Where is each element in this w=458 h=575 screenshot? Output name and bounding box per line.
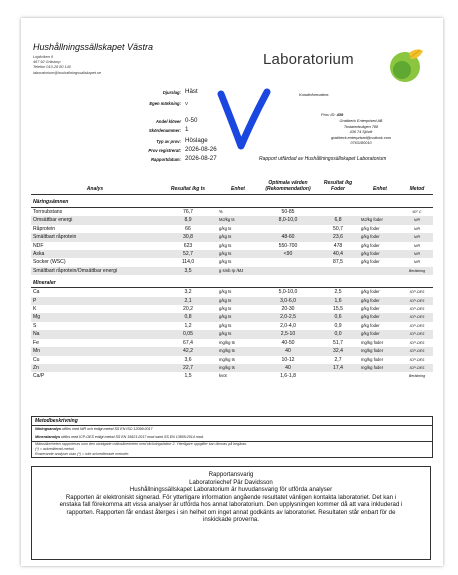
table-row	[31, 297, 433, 305]
table-cell: 0,0	[317, 330, 359, 338]
table-cell: 2,1	[159, 297, 217, 305]
customer-line: grattbeck.enterprised@outlook.com	[331, 135, 391, 140]
table-cell: 48-60	[259, 233, 317, 241]
table-cell: g smb rp /MJ	[217, 267, 259, 275]
table-cell: NDF	[33, 242, 44, 249]
table-cell: Beräkning	[401, 267, 433, 275]
table-cell: 40-50	[281, 339, 295, 346]
table-cell: kvot	[219, 373, 227, 379]
table-row	[31, 208, 433, 217]
table-cell: Mn	[31, 347, 159, 355]
table-cell: g/kg ts	[219, 306, 232, 312]
table-cell: 10-12	[281, 356, 295, 363]
table-cell: 17,4	[317, 364, 359, 372]
customer-info	[321, 119, 401, 147]
table-cell: Na	[31, 330, 159, 338]
table-cell: 3,6	[184, 356, 192, 363]
table-cell: mg/kg ts	[219, 356, 235, 362]
table-cell: 51,7	[333, 339, 343, 346]
table-cell: NIR	[413, 260, 421, 265]
table-cell: Ca/P	[33, 373, 45, 380]
section-naring: Näringsämnen	[31, 195, 433, 208]
table-cell: 15,5	[333, 306, 343, 313]
table-cell: 3,2	[184, 289, 192, 296]
table-cell: S	[33, 322, 37, 329]
table-cell: 0,6	[317, 313, 359, 321]
method-nir: Näringsanalys utförs med NIR och enligt metod SS EN ISO 12099:2017	[35, 427, 153, 431]
table-cell	[359, 208, 401, 217]
table-cell: 20,2	[183, 306, 193, 313]
table-cell: 30,8	[159, 233, 217, 241]
col-optimala: Optimala värden (Rekommendation)	[259, 166, 317, 195]
table-row	[31, 372, 433, 380]
table-cell: g/kg ts	[217, 330, 259, 338]
table-row	[31, 339, 433, 347]
table-row	[31, 364, 433, 372]
table-cell: g/kg ts	[217, 233, 259, 241]
table-cell: 1,2	[184, 322, 192, 329]
table-cell: g/kg foder	[359, 250, 401, 258]
method-note: Mätosäkerheten rapporteras som den utvidgade mätosäkerheten med täckningsfaktor 2. Ytterligare uppgifter kan lämnas på begäran.	[35, 442, 248, 446]
sample-mark-v	[215, 88, 275, 152]
table-cell: mg/kg foder	[361, 356, 384, 362]
table-cell: NIR	[413, 243, 421, 248]
meta-djurslag: Djurslag: Häst	[162, 88, 198, 95]
table-cell: 32,4	[317, 347, 359, 355]
meta-skordenummer: Skördenummer: 1	[148, 126, 189, 133]
table-cell: Omsättbar energi	[31, 216, 159, 224]
customer-line: 0763180010	[350, 141, 372, 145]
table-cell: g/kg foder	[361, 322, 380, 328]
logo-text: Laboratorium	[263, 51, 354, 68]
company-name: Hushållningssällskapet Västra	[33, 42, 154, 52]
col-resultat-ts: Resultat /kg ts	[159, 166, 217, 195]
table-row	[31, 242, 433, 250]
table-cell	[317, 372, 359, 380]
customer-info-header: Kundinformation:	[299, 92, 330, 97]
table-cell: 550-700	[278, 242, 298, 249]
address-line: Lojdiviken 6	[33, 55, 54, 59]
table-header-row	[31, 166, 433, 195]
table-cell: 0,9	[334, 322, 342, 329]
table-cell: 50,7	[333, 225, 343, 232]
table-cell: g/kg foder	[361, 242, 380, 248]
table-cell: 2,7	[334, 356, 342, 363]
section-mineraler: Mineraler	[31, 275, 433, 288]
table-cell: NIR	[413, 226, 421, 231]
table-cell: Fe	[33, 339, 39, 346]
table-row	[31, 322, 433, 330]
responsible-line: Rapporten är elektroniskt signerad. För ytterligare information angående resultatet vänligen kontakta laboratoriet. Det kan i	[65, 493, 397, 501]
table-cell: mg/kg foder	[361, 339, 384, 345]
table-cell: ICP-OES	[401, 364, 433, 372]
table-cell: 2,0-4,0	[280, 322, 296, 329]
table-cell: MJ/kg foder	[359, 216, 401, 224]
table-row	[31, 347, 433, 355]
table-cell: g/kg foder	[359, 330, 401, 338]
table-cell: g/kg ts	[217, 313, 259, 321]
table-cell: Ca	[33, 289, 40, 296]
table-cell: NIR	[401, 233, 433, 241]
table-cell: MJ/kg ts	[217, 216, 259, 224]
table-row	[31, 233, 433, 241]
table-cell: 8,9	[159, 216, 217, 224]
table-cell: ICP-OES	[401, 297, 433, 305]
customer-line: Tostaredsvägen 788	[343, 124, 379, 129]
table-row	[31, 225, 433, 233]
table-cell: 40,4	[317, 250, 359, 258]
table-cell: g/kg foder	[361, 306, 380, 312]
company-address	[33, 55, 101, 76]
col-enhet-foder: Enhet	[359, 166, 401, 195]
table-cell: 40	[259, 347, 317, 355]
table-cell	[259, 225, 317, 233]
table-cell: g/kg foder	[361, 225, 380, 231]
table-cell: g/kg foder	[359, 297, 401, 305]
table-cell: 1,5	[184, 373, 192, 380]
meta-typ-av-prov: Typ av prov: Höslage	[156, 137, 208, 144]
table-cell: mg/kg ts	[219, 339, 235, 345]
method-note: (*) = ackrediterad metod.	[35, 447, 75, 451]
table-row	[31, 330, 433, 338]
prov-id: Prov ID: 439	[321, 112, 344, 117]
table-cell: mg/kg foder	[359, 364, 401, 372]
table-cell: ICP-OES	[401, 330, 433, 338]
table-cell	[259, 267, 317, 275]
table-cell: g/kg foder	[359, 233, 401, 241]
table-row	[31, 258, 433, 266]
table-cell: Råprotein	[33, 225, 56, 232]
col-resultat-foder: Resultat /kg Foder	[317, 166, 359, 195]
table-cell: Smältbart råprotein/Omsättbar energi	[31, 267, 159, 275]
responsible-line: Hushållningssällskapet Laboratorium är huvudansvarig för utförda analyser	[129, 486, 333, 493]
table-cell: 76,7	[183, 209, 193, 215]
col-metod: Metod	[401, 166, 433, 195]
leaf-logo-icon	[387, 45, 427, 85]
table-cell: g/kg ts	[217, 250, 259, 258]
responsible-line: rapporten. Rapporten får endast återges i sin helhet om inget annat godkänts av laboratoriet. Resultaten står enbart för de	[66, 508, 396, 516]
method-mineral: Mineralanalys utförs med ICP-OES enligt metod SS EN 15621:2017 mod samt SS EN 13805:2014 mod.	[32, 434, 432, 443]
customer-line: Grattbeck Enterprised AB	[339, 119, 383, 123]
table-cell: ICP-OES	[409, 357, 425, 362]
col-enhet: Enhet	[217, 166, 259, 195]
table-cell: 23,6	[317, 233, 359, 241]
table-cell	[317, 208, 359, 217]
table-cell: g/kg ts	[219, 322, 232, 328]
table-cell: Mg	[31, 313, 159, 321]
table-cell: ICP-OES	[409, 340, 425, 345]
responsible-line: Laboratoriechef Pär Davidsson	[189, 478, 273, 486]
table-cell: 20-30	[281, 306, 295, 313]
table-row	[31, 250, 433, 258]
table-cell: 0,8	[159, 313, 217, 321]
meta-andel-klover: Andel klöver 0-50	[155, 117, 198, 124]
table-cell: Aska	[31, 250, 159, 258]
table-cell: 1,6-1,8	[280, 373, 296, 380]
table-cell: 8,0-10,0	[259, 216, 317, 224]
table-row	[31, 305, 433, 313]
table-cell: Zn	[31, 364, 159, 372]
table-cell: K	[33, 306, 37, 313]
report-page	[21, 18, 443, 566]
table-cell: mg/kg foder	[359, 347, 401, 355]
table-cell: Beräkning	[408, 374, 426, 379]
table-cell: Socker (WSC)	[33, 259, 66, 266]
responsible-line: enstaka fall förekomma att vissa analyser är utförda hos annat laboratorium. Den upplysningen kommer då att vara inkluderad i	[59, 501, 403, 508]
table-cell: 2,5-10	[259, 330, 317, 338]
address-line: laboratorium@hushallningssallskapet.se	[33, 70, 102, 75]
table-cell: 1,6	[317, 297, 359, 305]
table-cell: g/kg ts	[217, 297, 259, 305]
table-cell: mg/kg ts	[217, 347, 259, 355]
meta-prov-registrerat: Prov registrerat: 2026-08-26	[148, 146, 217, 153]
customer-line: 436 74 Sjövik	[349, 130, 373, 134]
table-cell: 5,0-10,0	[278, 289, 298, 296]
table-cell: ICP-OES	[409, 323, 425, 328]
table-row	[31, 356, 433, 364]
table-cell: 50-85	[281, 209, 295, 215]
table-cell: g/kg ts	[219, 242, 232, 248]
table-cell: 42,2	[159, 347, 217, 355]
results-table	[31, 166, 433, 381]
table-cell: 87,5	[333, 259, 343, 266]
responsible-line: Rapportansvarig	[208, 471, 254, 478]
table-cell	[359, 372, 401, 380]
table-cell: 6,8	[317, 216, 359, 224]
table-cell: NIR	[401, 250, 433, 258]
table-cell: ICP-OES	[409, 307, 425, 312]
table-row	[31, 288, 433, 297]
table-cell: g/kg foder	[361, 259, 380, 265]
table-cell: 40	[259, 364, 317, 372]
table-cell: g/kg foder	[361, 289, 380, 295]
table-cell: 3,5	[159, 267, 217, 275]
address-line: 467 92 Grästorp	[33, 60, 61, 65]
responsible-line: inskickade proverna.	[203, 516, 259, 523]
table-cell: NIR	[401, 216, 433, 224]
table-cell: 22,7	[159, 364, 217, 372]
table-cell: 478	[333, 242, 343, 249]
table-cell: mg/kg ts	[217, 364, 259, 372]
table-cell: 2,0-2,5	[259, 313, 317, 321]
table-cell: Smältbart råprotein	[31, 233, 159, 241]
table-cell: Cu	[33, 356, 40, 363]
table-cell: ICP-OES	[401, 313, 433, 321]
table-cell: 2,5	[334, 289, 342, 296]
report-issued-note: Rapport utfärdad av Hushållningssällskapet Laboratorium	[259, 156, 387, 162]
table-cell: g/kg ts	[219, 289, 232, 295]
table-cell: g/kg foder	[359, 313, 401, 321]
table-cell: Torrsubstans	[33, 209, 63, 215]
address-line: Telefon 010-28 80 140	[33, 65, 71, 70]
table-cell: 66	[185, 225, 191, 232]
table-cell: 3,0-6,0	[259, 297, 317, 305]
table-cell	[259, 258, 317, 266]
table-cell: ICP-OES	[401, 347, 433, 355]
table-cell: P	[31, 297, 159, 305]
table-row	[31, 313, 433, 321]
prov-id-value: 439	[336, 112, 344, 117]
col-analys: Analys	[31, 166, 159, 195]
method-note: Rosterande analyser utan (*) = icke ackrediterade metoder.	[35, 452, 130, 456]
table-cell: 114,0	[181, 259, 195, 266]
table-cell	[317, 267, 359, 275]
table-cell: %	[219, 209, 223, 214]
table-cell: ICP-OES	[409, 290, 425, 295]
laboratorium-logo	[263, 45, 431, 85]
table-row	[31, 216, 433, 224]
meta-rapportdatum: Rapportdatum: 2026-08-27	[150, 155, 217, 162]
meta-egen-markning: Egen märkning: V	[149, 101, 189, 106]
table-cell: 67,4	[183, 339, 193, 346]
table-cell: <90	[259, 250, 317, 258]
responsible-box	[31, 466, 431, 560]
table-cell: g/kg ts	[219, 225, 232, 231]
table-cell: g/kg ts	[219, 259, 232, 265]
table-row	[31, 267, 433, 275]
method-title: Metodbeskrivning	[32, 417, 432, 426]
table-cell: 623	[183, 242, 193, 249]
method-description	[31, 416, 433, 458]
table-cell: 52,7	[159, 250, 217, 258]
table-cell: 60° C	[412, 210, 422, 214]
table-cell: 0,05	[159, 330, 217, 338]
table-cell	[359, 267, 401, 275]
